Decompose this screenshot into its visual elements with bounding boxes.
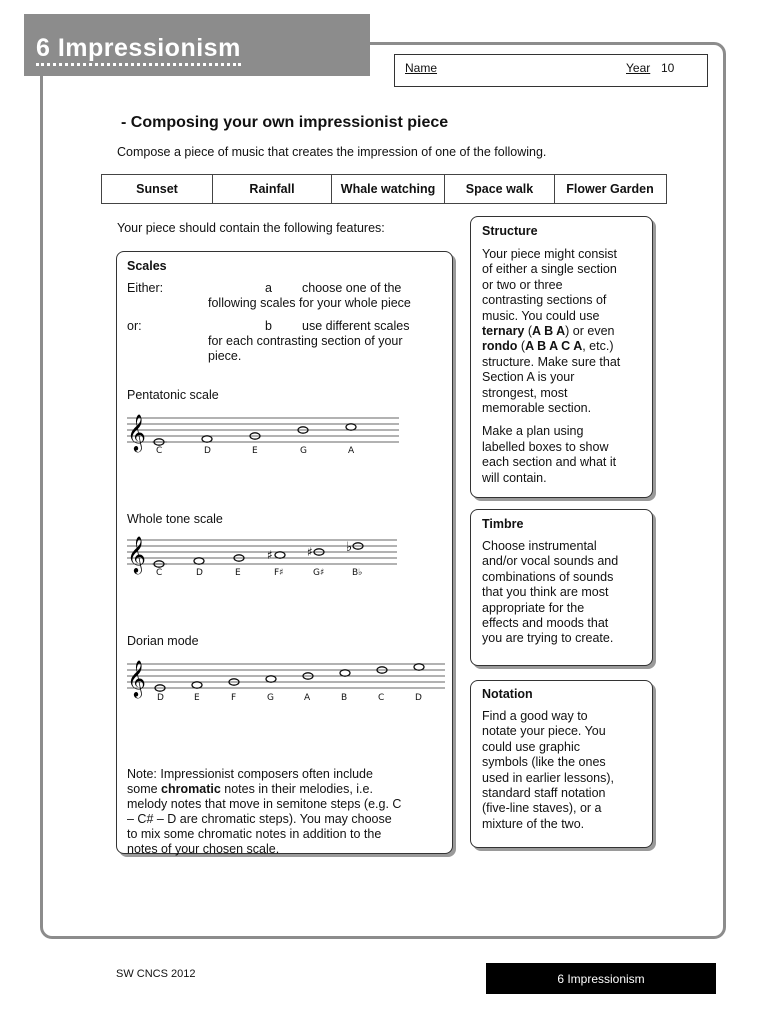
structure-line: or two or three (482, 277, 563, 292)
note-f-sharp (275, 552, 285, 558)
year-label: Year (626, 61, 651, 75)
timbre-text (482, 539, 650, 647)
structure-line: contrasting sections of (482, 293, 607, 308)
structure-text-fragment: ( (524, 324, 533, 339)
or-text-2: for each contrasting section of your (208, 334, 403, 348)
either-label: Either: (127, 281, 164, 295)
structure-line: strongest, most (482, 385, 568, 400)
timbre-line: appropriate for the (482, 600, 585, 615)
chromatic-word: chromatic (161, 782, 221, 796)
note-d (202, 436, 212, 442)
aba-form: A B A (532, 324, 566, 339)
note-text-2a: some (127, 782, 162, 796)
wholetone-note-label: E (235, 568, 241, 578)
dorian-note-label: D (415, 693, 422, 703)
pentatonic-note-label: G (300, 446, 307, 456)
structure-text (482, 247, 650, 486)
abaca-form: A B A C A (525, 339, 583, 354)
note-text-3: melody notes that move in semitone steps (e.g. C (127, 797, 402, 811)
notation-line: used in earlier lessons), (482, 770, 615, 785)
ternary-word: ternary (482, 324, 525, 339)
structure-line: memorable section. (482, 401, 592, 416)
structure-title: Structure (482, 224, 538, 238)
sharp-icon: ♯ (267, 548, 273, 562)
structure-line: music. You could use (482, 308, 600, 323)
structure-rondo-line (482, 339, 650, 354)
notation-line: notate your piece. You (482, 724, 606, 739)
notation-line: (five-line staves), or a (482, 801, 602, 816)
timbre-line: effects and moods that (482, 616, 609, 631)
wholetone-note-label: B♭ (352, 568, 363, 578)
note-text-2 (127, 782, 373, 797)
dorian-note-label: D (157, 693, 164, 703)
structure-text-fragment: ( (517, 339, 526, 354)
either-text-2: following scales for your whole piece (208, 296, 411, 310)
pentatonic-label: Pentatonic scale (127, 388, 219, 402)
structure-line: will contain. (482, 470, 547, 485)
note-text-6: notes of your chosen scale. (127, 842, 280, 856)
section-heading: - Composing your own impressionist piece (121, 114, 449, 131)
footer-title-bar (486, 963, 716, 994)
option-space-walk: Space walk (445, 175, 555, 203)
timbre-title: Timbre (482, 517, 524, 531)
dorian-label: Dorian mode (127, 634, 199, 648)
structure-ternary-line (482, 324, 650, 339)
features-intro: Your piece should contain the following features: (117, 221, 385, 235)
sharp-icon: ♯ (307, 545, 313, 559)
scales-title: Scales (127, 259, 167, 273)
or-text-1: use different scales (302, 319, 410, 333)
note-text-4: – C# – D are chromatic steps). You may choose (127, 812, 392, 826)
notation-line: symbols (like the ones (482, 755, 606, 770)
note-text-5: to mix some chromatic notes in addition to the (127, 827, 382, 841)
wholetone-note-label: D (196, 568, 203, 578)
flat-icon: ♭ (346, 540, 353, 555)
note-text-2c: notes in their melodies, i.e. (220, 782, 373, 796)
staff-lines (127, 418, 399, 442)
note-d-high (414, 664, 424, 670)
footer-credit: SW CNCS 2012 (116, 968, 196, 980)
or-label: or: (127, 319, 142, 333)
note-text-1: Note: Impressionist composers often include (127, 767, 373, 781)
treble-clef-icon: 𝄞 (127, 659, 146, 697)
structure-text-fragment: , etc.) (582, 339, 614, 354)
structure-line: labelled boxes to show (482, 439, 609, 454)
pentatonic-note-label: C (156, 446, 163, 456)
dorian-note-label: F (231, 693, 237, 703)
dorian-note-label: B (341, 693, 348, 703)
dorian-note-label: E (194, 693, 200, 703)
wholetone-note-label: F♯ (274, 568, 284, 578)
staff-lines (127, 540, 397, 564)
or-letter: b (265, 319, 272, 333)
structure-text-fragment: ) or even (565, 324, 615, 339)
pentatonic-note-label: E (252, 446, 258, 456)
notation-line: could use graphic (482, 739, 580, 754)
either-text-1: choose one of the (302, 281, 402, 295)
title-banner (24, 14, 370, 76)
note-d (194, 558, 204, 564)
option-rainfall: Rainfall (213, 175, 332, 203)
dorian-note-label: G (267, 693, 274, 703)
spacer (482, 416, 650, 424)
structure-line: each section and what it (482, 455, 617, 470)
name-label: Name (405, 61, 438, 75)
structure-line: of either a single section (482, 262, 617, 277)
note-g (266, 676, 276, 682)
timbre-line: you are trying to create. (482, 631, 614, 646)
either-letter: a (265, 281, 272, 295)
treble-clef-icon: 𝄞 (127, 535, 146, 573)
option-whale-watching: Whale watching (332, 175, 445, 203)
dorian-note-label: C (378, 693, 385, 703)
notation-text (482, 709, 650, 832)
timbre-line: Choose instrumental (482, 539, 597, 553)
intro-text: Compose a piece of music that creates the impression of one of the following. (117, 145, 547, 159)
page-title: 6 Impressionism (36, 34, 241, 66)
timbre-line: combinations of sounds (482, 569, 614, 584)
option-flower-garden: Flower Garden (566, 182, 654, 196)
note-e (192, 682, 202, 688)
structure-line: Make a plan using (482, 424, 584, 439)
structure-line: Your piece might consist (482, 247, 618, 261)
pentatonic-note-label: A (348, 446, 355, 456)
note-b (340, 670, 350, 676)
treble-clef-icon: 𝄞 (127, 413, 146, 451)
staff-lines (127, 664, 445, 688)
dorian-staff (127, 656, 447, 706)
wholetone-label: Whole tone scale (127, 512, 223, 526)
rondo-word: rondo (482, 339, 518, 354)
wholetone-note-label: C (156, 568, 163, 578)
or-text-3: piece. (208, 349, 242, 363)
pentatonic-note-label: D (204, 446, 211, 456)
wholetone-note-label: G♯ (313, 568, 325, 578)
impression-options (101, 174, 667, 204)
dorian-note-label: A (304, 693, 311, 703)
year-value: 10 (661, 61, 675, 75)
structure-line: Section A is your (482, 370, 575, 385)
footer-title: 6 Impressionism (557, 971, 645, 986)
notation-line: standard staff notation (482, 786, 606, 801)
notation-line: Find a good way to (482, 709, 588, 723)
notation-title: Notation (482, 687, 533, 701)
timbre-line: and/or vocal sounds and (482, 554, 619, 569)
note-a (346, 424, 356, 430)
notation-line: mixture of the two. (482, 816, 585, 831)
pentatonic-staff (127, 410, 402, 460)
timbre-line: that you think are most (482, 585, 609, 600)
name-year-box (394, 54, 708, 87)
option-sunset: Sunset (102, 175, 213, 203)
structure-line: structure. Make sure that (482, 354, 621, 369)
